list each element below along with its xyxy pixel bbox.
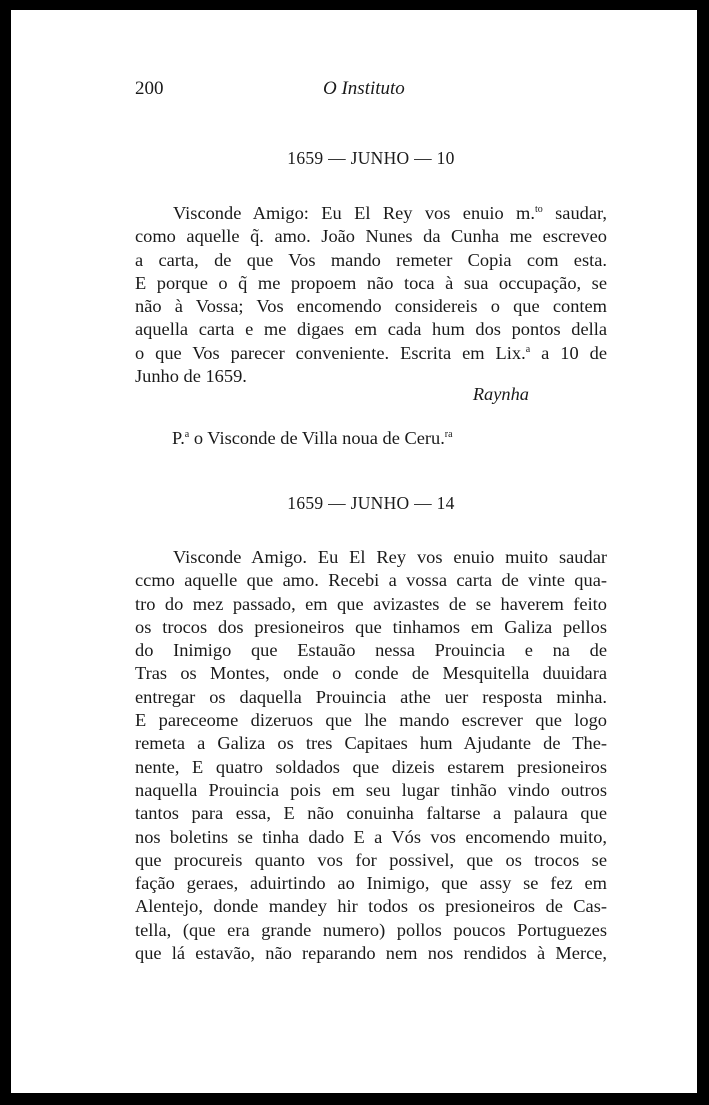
- text-line: Visconde Amigo. Eu El Rey vos enuio muito saudar: [173, 547, 607, 567]
- running-title: O Instituto: [323, 78, 405, 99]
- document-page: [11, 10, 697, 1093]
- letter-body: [135, 546, 607, 965]
- text-line: ccmo aquelle que amo. Recebi a vossa carta de vinte qua-: [135, 570, 607, 591]
- text-line: tella, (que era grande numero) pollos poucos Portuguezes: [135, 919, 607, 940]
- text-line: que lá estavão, não reparando nem nos rendidos à Merce,: [135, 943, 607, 964]
- page-header: [135, 78, 575, 110]
- text-line: os trocos dos presioneiros que tinhamos em Galiza pellos: [135, 616, 607, 637]
- text-line: naquella Prouincia pois em seu lugar tinhão vindo outros: [135, 779, 607, 800]
- addressee: P.$^a$ o Visconde de Villa noua de Ceru.$^{ra}$: [172, 428, 453, 448]
- page-number: 200: [135, 78, 164, 99]
- text-line: Tras os Montes, onde o conde de Mesquitella duuidara: [135, 663, 607, 684]
- text-line: Visconde Amigo: Eu El Rey vos enuio m.$^{to}$ saudar,: [173, 203, 607, 223]
- text-line: E porque o q̃ me propoem não toca à sua occupação, se: [135, 272, 607, 293]
- text-line: tantos para essa, E não conuinha faltarse a palaura que: [135, 803, 607, 824]
- text-line: E pareceome dizeruos que lhe mando escrever que logo: [135, 710, 607, 731]
- text-line: Junho de 1659.: [135, 366, 247, 387]
- letter-body: [135, 202, 607, 388]
- text-line: nos boletins se tinha dado E a Vós vos encomendo muito,: [135, 826, 607, 847]
- text-line: do Inimigo que Estauão nessa Prouincia e na de: [135, 640, 607, 661]
- text-line: tro do mez passado, em que avizastes de se haverem feito: [135, 593, 607, 614]
- signature: Raynha: [472, 384, 529, 404]
- entry-date: 1659 — JUNHO — 10: [287, 148, 455, 168]
- text-line: que procureis quanto vos for possivel, que os trocos se: [135, 849, 607, 870]
- text-line: aquella carta e me digaes em cada hum dos pontos della: [135, 319, 607, 340]
- text-line: não à Vossa; Vos encomendo considereis o que contem: [135, 296, 607, 317]
- text-line: nente, E quatro soldados que dizeis estarem presioneiros: [135, 756, 607, 777]
- text-line: o que Vos parecer conveniente. Escrita em Lix.$^a$ a 10 de: [135, 342, 607, 363]
- text-line: remeta a Galiza os tres Capitaes hum Ajudante de The-: [135, 733, 607, 754]
- entry-date: 1659 — JUNHO — 14: [287, 493, 455, 513]
- text-line: fação geraes, aduirtindo ao Inimigo, que assy se fez em: [135, 873, 607, 894]
- text-line: a carta, de que Vos mando remeter Copia com esta.: [135, 249, 607, 270]
- text-line: entregar os daquella Prouincia athe uer resposta minha.: [135, 686, 607, 707]
- text-line: como aquelle q̃. amo. João Nunes da Cunha me escreveo: [135, 226, 607, 247]
- text-line: Alentejo, donde mandey hir todos os presioneiros de Cas-: [135, 896, 607, 917]
